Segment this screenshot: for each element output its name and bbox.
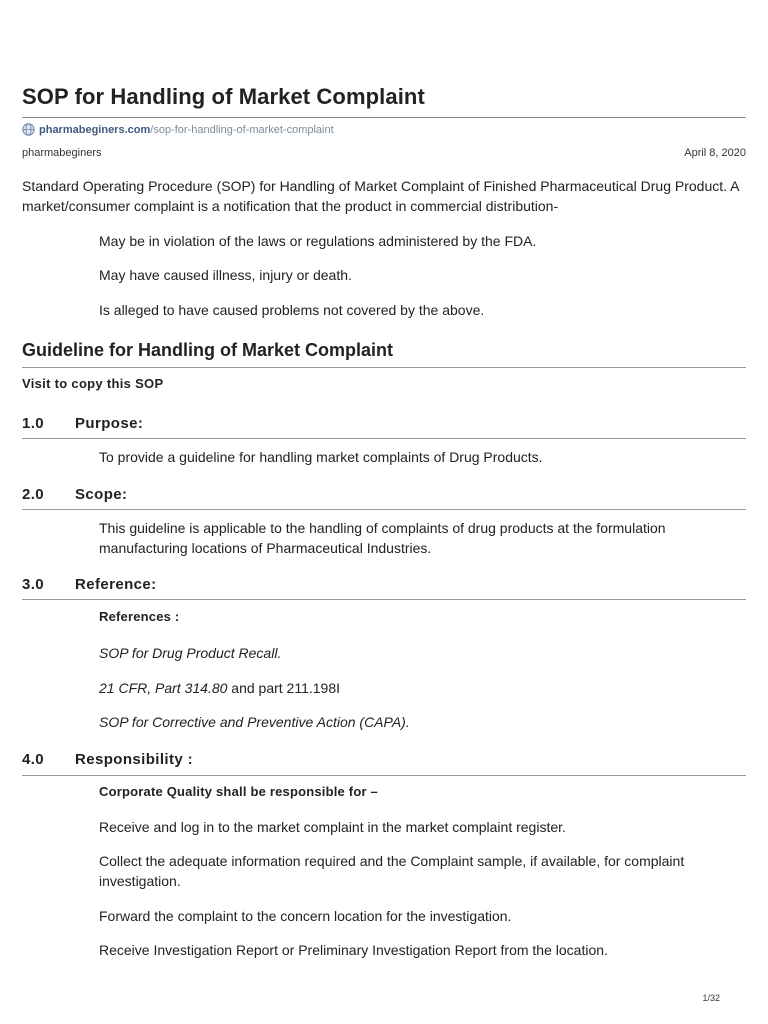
section-divider [22,509,746,510]
reference-citation-rest: and part 211.198I [227,680,341,696]
responsibility-item: Receive and log in to the market complaint in the market complaint register. [99,819,566,835]
purpose-text: To provide a guideline for handling market complaints of Drug Products. [99,449,543,465]
responsibility-item: Receive Investigation Report or Preliminary Investigation Report from the location. [99,942,608,958]
reference-citation: 21 CFR, Part 314.80 [99,680,228,696]
visit-link[interactable]: Visit to copy this SOP [22,376,164,391]
list-item: May have caused illness, injury or death. [99,267,352,283]
section-label: Scope: [75,486,128,503]
intro-paragraph: Standard Operating Procedure (SOP) for Handling of Market Complaint of Finished Pharmaceutical Drug Product. A market/consumer complaint is a notification that the product in commercial distribution- [22,178,739,214]
responsibility-item: Forward the complaint to the concern location for the investigation. [99,908,512,924]
reference-item: SOP for Corrective and Preventive Action (CAPA). [99,714,410,730]
references-subheading: References : [99,609,180,624]
source-domain[interactable]: pharmabeginers.com [39,123,151,136]
title-divider [22,117,746,118]
meta-row [22,147,746,159]
source-link[interactable] [22,123,334,136]
section-label: Responsibility : [75,751,194,768]
section-heading-reference [22,576,157,593]
section-divider [22,775,746,776]
page-number: 1/32 [702,993,720,1003]
author: pharmabeginers [22,147,102,159]
section-number: 4.0 [22,751,45,768]
list-item: May be in violation of the laws or regulations administered by the FDA. [99,233,537,249]
responsibility-subheading: Corporate Quality shall be responsible for – [99,784,378,799]
section-heading-purpose [22,415,143,432]
section-number: 2.0 [22,486,45,503]
responsibility-item: Collect the adequate information required and the Complaint sample, if available, for complaint investigation. [99,853,685,889]
guideline-heading: Guideline for Handling of Market Complaint [22,340,394,360]
globe-icon [22,123,35,136]
scope-text: This guideline is applicable to the handling of complaints of drug products at the formulation manufacturing locations of Pharmaceutical Industries. [99,520,666,556]
section-number: 3.0 [22,576,45,593]
section-divider [22,438,746,439]
publish-date: April 8, 2020 [684,147,746,159]
reference-item: SOP for Drug Product Recall. [99,645,282,661]
section-divider [22,367,746,368]
page-title: SOP for Handling of Market Complaint [22,84,425,109]
section-heading-responsibility [22,751,193,768]
section-heading-scope [22,486,127,503]
reference-item [99,678,739,698]
section-number: 1.0 [22,415,45,432]
source-path[interactable]: /sop-for-handling-of-market-complaint [150,123,334,136]
section-divider [22,599,746,600]
section-label: Reference: [75,576,157,593]
list-item: Is alleged to have caused problems not covered by the above. [99,302,485,318]
section-label: Purpose: [75,415,144,432]
